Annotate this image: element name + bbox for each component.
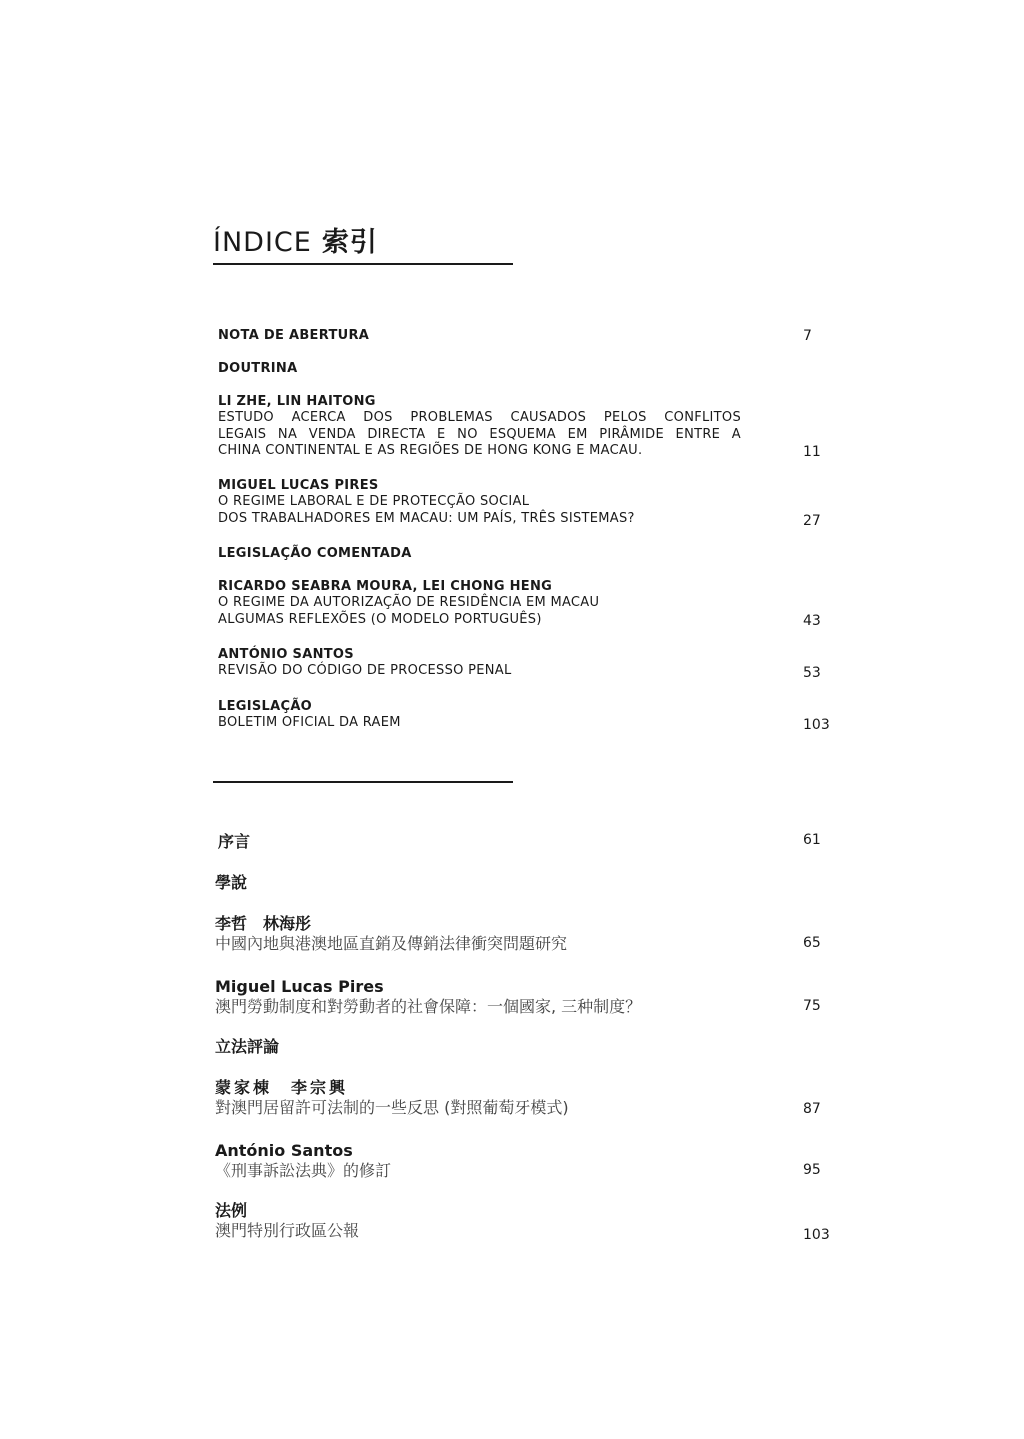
title-chinese: 索引 (321, 227, 378, 258)
toc-article-line: O REGIME LABORAL E DE PROTECÇÃO SOCIAL (218, 494, 530, 509)
toc-page-number: 7 (803, 328, 812, 344)
toc-article-title (218, 595, 778, 628)
toc-page-number: 61 (803, 832, 821, 848)
toc-page-number: 87 (803, 1101, 821, 1117)
toc-article-line: ALGUMAS REFLEXÕES (O MODELO PORTUGUÊS) (218, 611, 542, 627)
toc-page-number: 75 (803, 998, 821, 1014)
toc-author: LI ZHE, LIN HAITONG (218, 394, 376, 409)
toc-heading: 立法評論 (215, 1037, 280, 1056)
toc-page-number: 43 (803, 613, 821, 629)
toc-page-number: 95 (803, 1162, 821, 1178)
toc-author: RICARDO SEABRA MOURA, LEI CHONG HENG (218, 579, 553, 594)
toc-author: MIGUEL LUCAS PIRES (218, 478, 379, 493)
toc-article-title: 中國內地與港澳地區直銷及傳銷法律衝突問題研究 (215, 934, 568, 953)
toc-entry (215, 1201, 775, 1241)
toc-entry (218, 578, 778, 628)
toc-entry (218, 477, 778, 527)
toc-article-line: ESTUDO ACERCA DOS PROBLEMAS CAUSADOS PELOS CONFLITOS (218, 410, 741, 425)
toc-author: 李哲 林海彤 (215, 914, 312, 933)
toc-section-heading (218, 545, 778, 562)
toc-article-title: 對澳門居留許可法制的一些反思 (對照葡萄牙模式) (215, 1098, 569, 1117)
toc-article-line: BOLETIM OFICIAL DA RAEM (218, 715, 401, 730)
toc-section-heading (215, 873, 775, 893)
toc-section-heading (218, 360, 778, 377)
toc-article-title (218, 494, 778, 527)
toc-section: LEGISLAÇÃO (218, 699, 313, 714)
toc-article-line: LEGAIS NA VENDA DIRECTA E NO ESQUEMA EM PIRÂMIDE ENTRE A (218, 426, 741, 442)
toc-entry (218, 698, 778, 732)
toc-section: 法例 (215, 1201, 248, 1220)
toc-article-title: 澳門勞動制度和對勞動者的社會保障：一個國家, 三种制度？ (215, 997, 642, 1016)
toc-section-heading (215, 1037, 775, 1057)
toc-entry (215, 1078, 775, 1118)
toc-author: Miguel Lucas Pires (215, 977, 384, 996)
toc-entry (218, 327, 778, 344)
toc-page-number: 27 (803, 513, 821, 529)
toc-page-number: 103 (803, 1227, 830, 1243)
toc-entry (215, 914, 775, 954)
toc-article-title (218, 410, 741, 460)
toc-article-title: 《刑事訴訟法典》的修訂 (215, 1161, 392, 1180)
toc-entry (218, 393, 741, 460)
toc-entry (215, 977, 775, 1017)
toc-article-title (218, 715, 778, 732)
toc-article-line: O REGIME DA AUTORIZAÇÃO DE RESIDÊNCIA EM MACAU (218, 595, 600, 610)
toc-heading: 序言 (218, 832, 251, 851)
toc-author: ANTÓNIO SANTOS (218, 647, 354, 662)
toc-entry (218, 646, 778, 680)
toc-heading: 學說 (215, 873, 248, 892)
section-divider (213, 781, 513, 783)
toc-article-title: 澳門特別行政區公報 (215, 1221, 360, 1240)
toc-heading: NOTA DE ABERTURA (218, 328, 370, 343)
toc-author: António Santos (215, 1141, 353, 1160)
toc-entry (218, 832, 778, 852)
toc-page-number: 11 (803, 444, 821, 460)
toc-article-line: CHINA CONTINENTAL E AS REGIÕES DE HONG KONG E MACAU. (218, 443, 643, 458)
toc-heading: LEGISLAÇÃO COMENTADA (218, 546, 412, 561)
toc-article-line: REVISÃO DO CÓDIGO DE PROCESSO PENAL (218, 663, 512, 678)
page-title (213, 220, 378, 259)
title-underline (213, 263, 513, 265)
toc-article-line: DOS TRABALHADORES EM MACAU: UM PAÍS, TRÊS SISTEMAS? (218, 510, 635, 526)
title-latin: ÍNDICE (213, 227, 312, 258)
toc-author: 蒙家棟 李宗興 (215, 1078, 349, 1097)
toc-page-number: 53 (803, 665, 821, 681)
toc-page-number: 65 (803, 935, 821, 951)
toc-page-number: 103 (803, 717, 830, 733)
toc-article-title (218, 663, 778, 680)
toc-heading: DOUTRINA (218, 361, 298, 376)
toc-entry (215, 1141, 775, 1181)
